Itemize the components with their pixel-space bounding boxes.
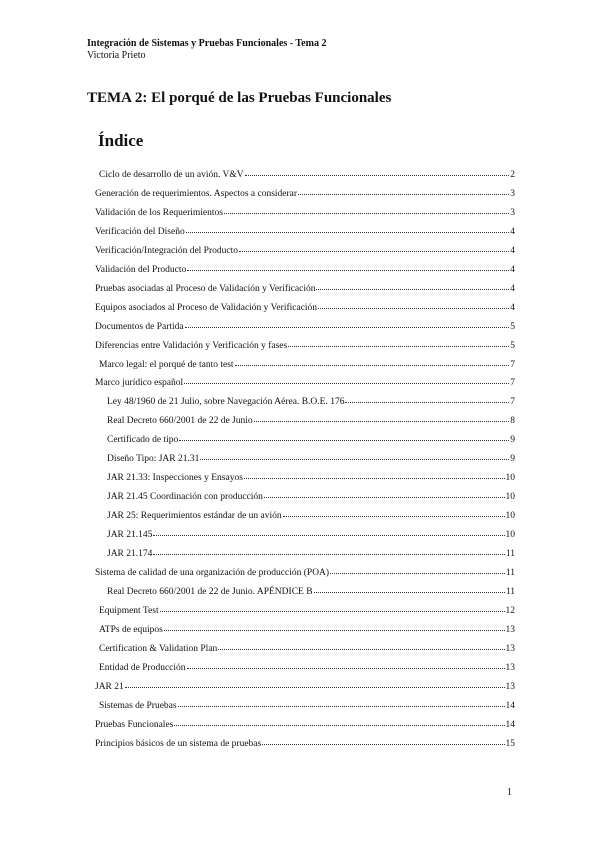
toc-entry-label: Real Decreto 660/2001 de 22 de Junio	[107, 416, 253, 427]
toc-dot-leader	[239, 243, 509, 252]
toc-entry[interactable]	[95, 320, 515, 333]
toc-entry-label: Ciclo de desarrollo de un avión. V&V	[99, 170, 244, 180]
toc-entry-label: Ley 48/1960 de 21 Julio, sobre Navegación Aérea. B.O.E. 176	[107, 397, 345, 408]
toc-entry-page: 13	[505, 624, 515, 635]
toc-entry-page: 4	[510, 302, 515, 313]
toc-entry[interactable]	[107, 585, 515, 598]
toc-entry-page: 7	[510, 359, 515, 370]
toc-dot-leader	[245, 167, 510, 176]
toc-entry-page: 7	[510, 378, 515, 389]
toc-dot-leader	[200, 451, 509, 460]
toc-entry-page: 4	[510, 264, 515, 275]
toc-entry[interactable]	[99, 358, 515, 371]
toc-entry-label: Diferencias entre Validación y Verificación y fases	[95, 340, 288, 351]
toc-entry[interactable]	[107, 414, 515, 427]
toc-dot-leader	[153, 527, 504, 536]
toc-dot-leader	[178, 698, 505, 707]
toc-entry[interactable]	[107, 452, 515, 465]
toc-entry-page: 10	[505, 530, 515, 541]
toc-entry-page: 10	[505, 473, 515, 484]
toc-entry[interactable]	[99, 168, 515, 181]
toc-dot-leader	[298, 186, 509, 195]
toc-entry[interactable]	[95, 718, 515, 731]
toc-dot-leader	[164, 622, 505, 631]
toc-dot-leader	[314, 584, 505, 593]
toc-entry-page: 13	[505, 662, 515, 673]
toc-dot-leader	[160, 603, 505, 612]
toc-entry-label: Certification & Validation Plan	[99, 643, 218, 654]
toc-entry-label: Verificación del Diseño	[95, 226, 185, 237]
toc-entry-label: Marco legal: el porqué de tanto test	[99, 359, 234, 370]
toc-entry-label: JAR 21.45 Coordinación con producción	[107, 492, 263, 503]
toc-entry-page: 3	[510, 188, 515, 199]
toc-entry-label: Diseño Tipo: JAR 21.31	[107, 454, 200, 465]
toc-dot-leader	[316, 281, 509, 290]
toc-dot-leader	[264, 489, 505, 498]
toc-entry-label: Equipment Test	[99, 605, 159, 616]
toc-entry-label: ATPs de equipos	[99, 624, 163, 635]
toc-entry-page: 15	[505, 738, 515, 749]
toc-entry-page: 7	[510, 397, 515, 408]
toc-entry[interactable]	[107, 433, 515, 446]
toc-entry-label: JAR 21	[95, 681, 124, 692]
header-title: Integración de Sistemas y Pruebas Funcionales - Tema 2	[87, 38, 327, 49]
toc-entry[interactable]	[95, 737, 515, 750]
toc-entry-label: JAR 21.33: Inspecciones y Ensayos	[107, 473, 243, 484]
toc-entry[interactable]	[107, 471, 515, 484]
toc-entry-page: 11	[505, 549, 515, 559]
toc-dot-leader	[345, 394, 509, 403]
toc-dot-leader	[184, 375, 509, 384]
toc-dot-leader	[185, 319, 510, 328]
toc-entry-label: Sistemas de Pruebas	[99, 700, 177, 711]
toc-entry[interactable]	[99, 642, 515, 655]
toc-entry[interactable]	[95, 244, 515, 257]
toc-entry-page: 3	[510, 207, 515, 218]
toc-entry-page: 4	[510, 245, 515, 256]
toc-entry[interactable]	[99, 699, 515, 712]
toc-entry-page: 4	[510, 283, 515, 294]
toc-dot-leader	[224, 205, 509, 214]
toc-entry[interactable]	[95, 339, 515, 352]
toc-dot-leader	[218, 641, 504, 650]
toc-entry-label: Entidad de Producción	[99, 662, 186, 673]
toc-entry-page: 5	[510, 321, 515, 332]
toc-entry[interactable]	[95, 301, 515, 314]
toc-entry-page: 8	[510, 416, 515, 427]
toc-dot-leader	[179, 432, 509, 441]
toc-entry-label: Verificación/Integración del Producto	[95, 245, 238, 256]
toc-dot-leader	[330, 565, 505, 574]
toc-heading: Índice	[98, 131, 144, 150]
toc-entry[interactable]	[95, 263, 515, 276]
toc-entry-label: Pruebas asociadas al Proceso de Validación y Verificación	[95, 283, 316, 294]
toc-entry[interactable]	[107, 490, 515, 503]
toc-entry[interactable]	[95, 187, 515, 200]
toc-dot-leader	[186, 224, 510, 233]
toc-entry-page: 2	[510, 170, 515, 180]
toc-dot-leader	[153, 546, 504, 555]
toc-entry-label: Principios básicos de un sistema de pruebas	[95, 738, 262, 749]
toc-entry-label: Real Decreto 660/2001 de 22 de Junio. APÉNDICE B	[107, 586, 313, 597]
toc-entry-page: 11	[505, 586, 515, 597]
toc-entry[interactable]	[107, 547, 515, 560]
toc-dot-leader	[125, 679, 505, 688]
toc-entry-page: 12	[505, 605, 515, 616]
toc-entry-label: Equipos asociados al Proceso de Validación y Verificación	[95, 302, 318, 313]
toc-entry[interactable]	[99, 661, 515, 674]
toc-entry-page: 9	[510, 435, 515, 446]
toc-entry-page: 11	[505, 567, 515, 578]
toc-entry-label: JAR 25: Requerimientos estándar de un avión	[107, 511, 282, 522]
toc-entry-label: Sistema de calidad de una organización de producción (POA)	[95, 567, 330, 578]
toc-entry[interactable]	[95, 376, 515, 389]
document-title: TEMA 2: El porqué de las Pruebas Funcionales	[87, 90, 392, 106]
toc-dot-leader	[262, 736, 504, 745]
page-number: 1	[507, 787, 512, 798]
toc-dot-leader	[288, 338, 509, 347]
toc-entry-label: Pruebas Funcionales	[95, 719, 174, 730]
toc-entry[interactable]	[99, 604, 515, 617]
toc-entry[interactable]	[95, 680, 515, 693]
toc-entry-label: Marco jurídico español	[95, 378, 184, 389]
toc-entry-label: Validación de los Requerimientos	[95, 207, 223, 218]
toc-entry-page: 5	[510, 340, 515, 351]
toc-entry-page: 13	[505, 643, 515, 654]
toc-entry[interactable]	[95, 206, 515, 219]
toc-entry[interactable]	[107, 528, 515, 541]
toc-entry-page: 10	[505, 511, 515, 522]
toc-entry[interactable]	[107, 509, 515, 522]
toc-entry[interactable]	[95, 566, 515, 579]
toc-entry-label: Validación del Producto	[95, 264, 187, 275]
header-author: Victoria Prieto	[87, 50, 146, 61]
toc-entry-label: JAR 21.174	[107, 549, 153, 559]
toc-dot-leader	[244, 470, 505, 479]
toc-entry-label: JAR 21.145	[107, 530, 153, 541]
toc-entry-page: 14	[505, 700, 515, 711]
toc-dot-leader	[283, 508, 505, 517]
toc-entry[interactable]	[107, 395, 515, 408]
toc-dot-leader	[174, 717, 504, 726]
toc-entry-page: 14	[505, 719, 515, 730]
toc-dot-leader	[235, 357, 510, 366]
toc-entry-page: 10	[505, 492, 515, 503]
toc-entry-page: 13	[505, 681, 515, 692]
toc-entry-label: Documentos de Partida	[95, 321, 184, 332]
toc-dot-leader	[187, 660, 505, 669]
toc-entry[interactable]	[95, 225, 515, 238]
toc-entry-page: 4	[510, 226, 515, 237]
toc-entry[interactable]	[99, 623, 515, 636]
toc-dot-leader	[187, 262, 509, 271]
toc-dot-leader	[318, 300, 509, 309]
toc-entry-page: 9	[510, 454, 515, 465]
toc-entry[interactable]	[95, 282, 515, 295]
page-header	[87, 38, 326, 62]
toc-entry-label: Generación de requerimientos. Aspectos a considerar	[95, 188, 298, 199]
toc-dot-leader	[254, 413, 510, 422]
toc-entry-label: Certificado de tipo	[107, 435, 179, 446]
